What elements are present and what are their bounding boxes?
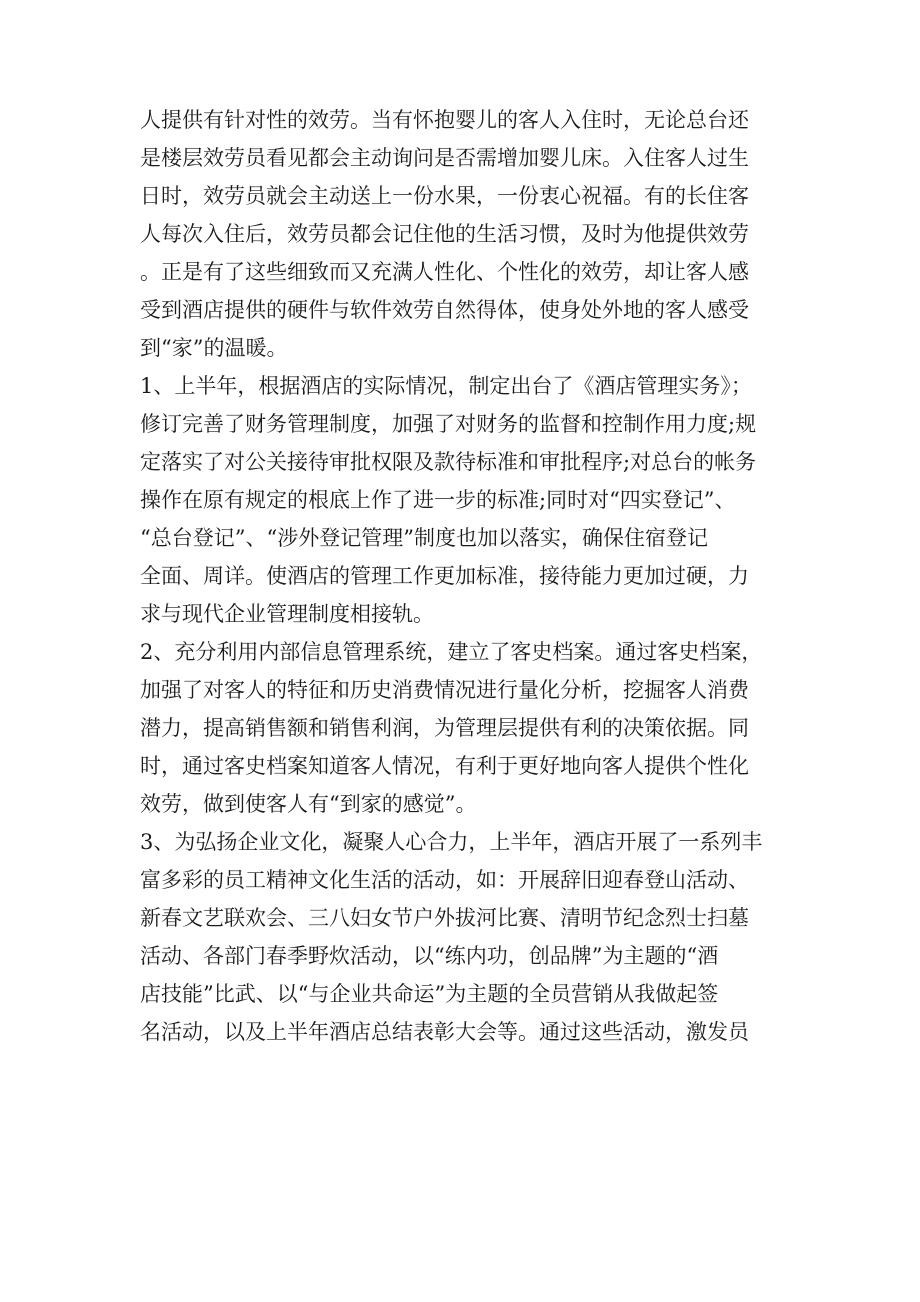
- text-line: 潜力，提高销售额和销售利润，为管理层提供有利的决策依据。同: [140, 716, 749, 740]
- text-line: 人每次入住后，效劳员都会记住他的生活习惯，及时为他提供效劳: [140, 222, 749, 246]
- text-line: 求与现代企业管理制度相接轨。: [140, 602, 434, 626]
- text-line: 受到酒店提供的硬件与软件效劳自然得体，使身处外地的客人感受: [140, 298, 749, 322]
- text-line: 店技能”比武、以“与企业共命运”为主题的全员营销从我做起签: [140, 982, 719, 1006]
- text-line: 修订完善了财务管理制度，加强了对财务的监督和控制作用力度;规: [140, 412, 757, 436]
- text-line: 时，通过客史档案知道客人情况，有利于更好地向客人提供个性化: [140, 754, 749, 778]
- text-line: 活动、各部门春季野炊活动，以“练内功，创品牌”为主题的“酒: [140, 944, 719, 968]
- text-line: 操作在原有规定的根底上作了进一步的标准;同时对“四实登记”、: [140, 488, 736, 512]
- text-line: 定落实了对公关接待审批权限及款待标准和审批程序;对总台的帐务: [140, 450, 757, 474]
- text-line: 日时，效劳员就会主动送上一份水果，一份衷心祝福。有的长住客: [140, 184, 749, 208]
- text-line: 新春文艺联欢会、三八妇女节户外拔河比赛、清明节纪念烈士扫墓: [140, 906, 749, 930]
- text-line: 加强了对客人的特征和历史消费情况进行量化分析，挖掘客人消费: [140, 678, 749, 702]
- text-line: 3、为弘扬企业文化，凝聚人心合力，上半年，酒店开展了一系列丰: [140, 830, 763, 854]
- document-body: [140, 101, 780, 1051]
- text-line: 是楼层效劳员看见都会主动询问是否需增加婴儿床。入住客人过生: [140, 146, 749, 170]
- text-line: 到“家”的温暖。: [140, 336, 288, 360]
- text-line: 人提供有针对性的效劳。当有怀抱婴儿的客人入住时，无论总台还: [140, 108, 749, 132]
- text-line: 效劳，做到使客人有“到家的感觉”。: [140, 792, 477, 816]
- text-line: “总台登记”、“涉外登记管理”制度也加以落实，确保住宿登记: [140, 526, 708, 550]
- text-line: 2、充分利用内部信息管理系统，建立了客史档案。通过客史档案，: [140, 640, 763, 664]
- text-line: 。正是有了这些细致而又充满人性化、个性化的效劳，却让客人感: [140, 260, 749, 284]
- text-line: 富多彩的员工精神文化生活的活动，如：开展辞旧迎春登山活动、: [140, 868, 749, 892]
- text-line: 全面、周详。使酒店的管理工作更加标准，接待能力更加过硬，力: [140, 564, 749, 588]
- text-line: 名活动，以及上半年酒店总结表彰大会等。通过这些活动，激发员: [140, 1020, 749, 1044]
- text-line: 1、上半年，根据酒店的实际情况，制定出台了《酒店管理实务》；: [140, 374, 752, 398]
